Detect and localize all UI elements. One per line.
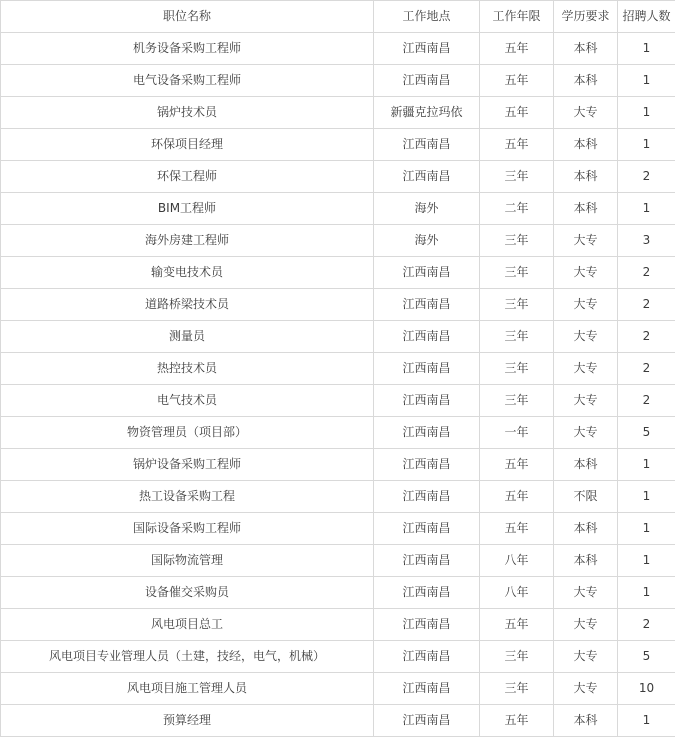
job-years-cell: 一年: [480, 417, 554, 449]
job-count-cell: 2: [618, 321, 675, 353]
job-count-cell: 1: [618, 577, 675, 609]
job-location-cell: 江西南昌: [374, 353, 480, 385]
job-count-cell: 1: [618, 65, 675, 97]
job-title-cell: 国际设备采购工程师: [1, 513, 374, 545]
job-education-cell: 大专: [554, 577, 618, 609]
job-education-cell: 不限: [554, 481, 618, 513]
table-row: [1, 513, 675, 545]
job-count-cell: 1: [618, 33, 675, 65]
job-years-cell: 五年: [480, 513, 554, 545]
job-count-cell: 1: [618, 513, 675, 545]
job-title-cell: 风电项目专业管理人员（土建，技经，电气，机械）: [1, 641, 374, 673]
job-years-cell: 五年: [480, 33, 554, 65]
job-education-cell: 本科: [554, 193, 618, 225]
job-count-cell: 1: [618, 449, 675, 481]
job-location-cell: 江西南昌: [374, 577, 480, 609]
job-location-cell: 江西南昌: [374, 161, 480, 193]
table-row: [1, 449, 675, 481]
job-location-cell: 江西南昌: [374, 257, 480, 289]
job-years-cell: 八年: [480, 577, 554, 609]
job-education-cell: 本科: [554, 129, 618, 161]
job-location-cell: 海外: [374, 193, 480, 225]
job-title-cell: 热工设备采购工程: [1, 481, 374, 513]
job-count-cell: 2: [618, 609, 675, 641]
job-title-cell: 预算经理: [1, 705, 374, 737]
job-location-cell: 江西南昌: [374, 481, 480, 513]
job-years-cell: 八年: [480, 545, 554, 577]
column-header-location: 工作地点: [374, 1, 480, 33]
job-title-cell: 环保工程师: [1, 161, 374, 193]
table-row: [1, 129, 675, 161]
job-education-cell: 大专: [554, 353, 618, 385]
job-count-cell: 1: [618, 193, 675, 225]
job-count-cell: 1: [618, 129, 675, 161]
table-row: [1, 33, 675, 65]
job-years-cell: 三年: [480, 289, 554, 321]
job-title-cell: 输变电技术员: [1, 257, 374, 289]
job-education-cell: 大专: [554, 97, 618, 129]
job-location-cell: 江西南昌: [374, 513, 480, 545]
table-row: [1, 321, 675, 353]
job-years-cell: 五年: [480, 481, 554, 513]
job-years-cell: 三年: [480, 321, 554, 353]
table-row: [1, 289, 675, 321]
job-title-cell: 锅炉设备采购工程师: [1, 449, 374, 481]
job-location-cell: 江西南昌: [374, 321, 480, 353]
job-education-cell: 大专: [554, 321, 618, 353]
job-title-cell: 机务设备采购工程师: [1, 33, 374, 65]
job-education-cell: 本科: [554, 545, 618, 577]
job-education-cell: 大专: [554, 609, 618, 641]
job-count-cell: 1: [618, 705, 675, 737]
job-education-cell: 本科: [554, 161, 618, 193]
job-count-cell: 1: [618, 545, 675, 577]
job-location-cell: 新疆克拉玛依: [374, 97, 480, 129]
table-row: [1, 353, 675, 385]
job-title-cell: 物资管理员（项目部）: [1, 417, 374, 449]
job-education-cell: 大专: [554, 385, 618, 417]
table-row: [1, 193, 675, 225]
job-title-cell: 风电项目施工管理人员: [1, 673, 374, 705]
column-header-title: 职位名称: [1, 1, 374, 33]
table-body: [1, 33, 675, 737]
job-count-cell: 10: [618, 673, 675, 705]
job-location-cell: 江西南昌: [374, 417, 480, 449]
job-title-cell: 道路桥梁技术员: [1, 289, 374, 321]
job-years-cell: 五年: [480, 129, 554, 161]
table-row: [1, 577, 675, 609]
job-years-cell: 三年: [480, 673, 554, 705]
job-years-cell: 五年: [480, 609, 554, 641]
job-education-cell: 大专: [554, 417, 618, 449]
job-location-cell: 江西南昌: [374, 545, 480, 577]
job-location-cell: 海外: [374, 225, 480, 257]
job-location-cell: 江西南昌: [374, 33, 480, 65]
job-title-cell: 电气技术员: [1, 385, 374, 417]
job-title-cell: 环保项目经理: [1, 129, 374, 161]
job-years-cell: 三年: [480, 161, 554, 193]
job-years-cell: 三年: [480, 385, 554, 417]
job-years-cell: 二年: [480, 193, 554, 225]
job-location-cell: 江西南昌: [374, 673, 480, 705]
job-count-cell: 1: [618, 481, 675, 513]
job-years-cell: 三年: [480, 641, 554, 673]
job-title-cell: 测量员: [1, 321, 374, 353]
table-row: [1, 385, 675, 417]
table-row: [1, 97, 675, 129]
table-row: [1, 705, 675, 737]
job-years-cell: 三年: [480, 353, 554, 385]
job-location-cell: 江西南昌: [374, 449, 480, 481]
table-row: [1, 65, 675, 97]
job-title-cell: 锅炉技术员: [1, 97, 374, 129]
job-count-cell: 3: [618, 225, 675, 257]
job-count-cell: 2: [618, 257, 675, 289]
job-title-cell: 设备催交采购员: [1, 577, 374, 609]
table-row: [1, 417, 675, 449]
column-header-count: 招聘人数: [618, 1, 675, 33]
job-years-cell: 三年: [480, 257, 554, 289]
column-header-education: 学历要求: [554, 1, 618, 33]
job-education-cell: 大专: [554, 289, 618, 321]
job-education-cell: 大专: [554, 641, 618, 673]
job-count-cell: 5: [618, 417, 675, 449]
job-title-cell: BIM工程师: [1, 193, 374, 225]
job-years-cell: 五年: [480, 65, 554, 97]
table-row: [1, 545, 675, 577]
table-row: [1, 481, 675, 513]
job-years-cell: 五年: [480, 97, 554, 129]
table-row: [1, 609, 675, 641]
table-row: [1, 225, 675, 257]
job-education-cell: 本科: [554, 65, 618, 97]
job-location-cell: 江西南昌: [374, 705, 480, 737]
job-location-cell: 江西南昌: [374, 609, 480, 641]
job-location-cell: 江西南昌: [374, 65, 480, 97]
job-title-cell: 风电项目总工: [1, 609, 374, 641]
job-location-cell: 江西南昌: [374, 385, 480, 417]
job-location-cell: 江西南昌: [374, 129, 480, 161]
job-years-cell: 三年: [480, 225, 554, 257]
table-row: [1, 161, 675, 193]
job-years-cell: 五年: [480, 449, 554, 481]
job-location-cell: 江西南昌: [374, 289, 480, 321]
job-education-cell: 大专: [554, 673, 618, 705]
job-title-cell: 热控技术员: [1, 353, 374, 385]
job-count-cell: 2: [618, 289, 675, 321]
job-title-cell: 海外房建工程师: [1, 225, 374, 257]
job-education-cell: 大专: [554, 257, 618, 289]
table-header-row: [1, 1, 675, 33]
job-count-cell: 2: [618, 161, 675, 193]
job-education-cell: 本科: [554, 513, 618, 545]
job-education-cell: 本科: [554, 33, 618, 65]
job-education-cell: 本科: [554, 705, 618, 737]
job-count-cell: 5: [618, 641, 675, 673]
table-row: [1, 257, 675, 289]
job-location-cell: 江西南昌: [374, 641, 480, 673]
job-education-cell: 本科: [554, 449, 618, 481]
table-row: [1, 641, 675, 673]
job-title-cell: 电气设备采购工程师: [1, 65, 374, 97]
job-count-cell: 1: [618, 97, 675, 129]
job-count-cell: 2: [618, 385, 675, 417]
table-row: [1, 673, 675, 705]
job-education-cell: 大专: [554, 225, 618, 257]
column-header-years: 工作年限: [480, 1, 554, 33]
job-title-cell: 国际物流管理: [1, 545, 374, 577]
job-years-cell: 五年: [480, 705, 554, 737]
job-count-cell: 2: [618, 353, 675, 385]
